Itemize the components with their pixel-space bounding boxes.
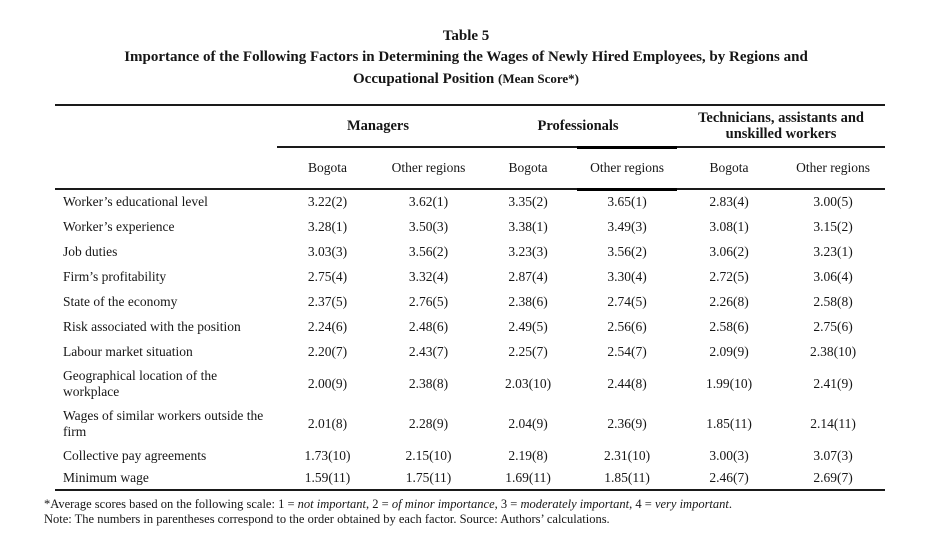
score-cell: 3.30(4) [607, 268, 647, 284]
score-cell: 3.28(1) [307, 218, 348, 234]
score-cell: 2.44(8) [607, 376, 647, 391]
score-cell: 2.24(6) [307, 318, 348, 334]
footnote-scale [44, 497, 916, 512]
score-cell: 3.56(2) [607, 243, 647, 259]
score-cell: 2.58(6) [709, 318, 749, 334]
sub-header-professionals-other: Other regions [577, 147, 677, 189]
score-cell: 2.41(9) [813, 376, 853, 391]
score-cell: 3.38(1) [508, 218, 548, 234]
table-title-block [0, 26, 932, 90]
footnote-scale-seg: *Average scores based on the following scale: 1 = [44, 497, 298, 511]
score-cell: 2.49(5) [508, 318, 548, 334]
sub-header-row [55, 147, 885, 189]
table-row [55, 189, 885, 214]
score-cell: 2.72(5) [709, 268, 749, 284]
footnote-scale-seg: not important [297, 497, 367, 511]
score-cell: 3.32(4) [408, 268, 449, 284]
score-cell: 3.49(3) [607, 218, 647, 234]
score-cell: 3.65(1) [607, 194, 647, 210]
score-cell: 2.43(7) [408, 343, 449, 359]
score-cell: 2.69(7) [781, 467, 885, 490]
score-cell: 2.56(6) [607, 318, 647, 334]
score-cell: 2.03(10) [504, 376, 552, 391]
score-cell: 3.56(2) [408, 243, 449, 259]
score-cell: 2.01(8) [307, 416, 348, 431]
group-header-managers: Managers [277, 105, 479, 147]
score-cell: 3.50(3) [408, 218, 449, 234]
footnote-scale-seg: , 2 = [366, 497, 392, 511]
table-row [55, 314, 885, 339]
score-cell: 2.38(10) [809, 343, 857, 359]
footnotes [44, 497, 916, 527]
table-row [55, 239, 885, 264]
table-row [55, 364, 885, 404]
footnote-scale-seg: , 3 = [494, 497, 521, 511]
score-cell: 2.28(9) [408, 416, 449, 431]
score-cell: 3.03(3) [307, 243, 348, 259]
score-cell: 2.38(8) [408, 376, 449, 391]
score-cell: 3.22(2) [307, 194, 348, 209]
score-cell: 2.20(7) [307, 343, 348, 359]
group-header-technicians: Technicians, assistants and unskilled workers [677, 105, 885, 147]
sub-header-technicians-other: Other regions [781, 147, 885, 189]
corner-cell [55, 105, 277, 147]
factor-label: Firm’s profitability [63, 268, 167, 284]
factor-label: Collective pay agreements [63, 447, 207, 463]
score-cell: 3.23(1) [813, 243, 853, 259]
score-cell: 2.46(7) [677, 467, 781, 490]
factor-label: Labour market situation [63, 343, 193, 359]
footnote-scale-seg: very important [654, 497, 729, 511]
factor-label: Job duties [63, 243, 118, 259]
score-cell: 3.06(4) [813, 268, 853, 284]
factor-label: Worker’s educational level [63, 194, 208, 210]
score-cell: 1.73(10) [304, 447, 351, 463]
mean-score-note: (Mean Score*) [498, 71, 579, 86]
score-cell: 1.85(11) [706, 416, 752, 431]
score-cell: 2.37(5) [307, 293, 348, 309]
table-row [55, 467, 885, 490]
table-row [55, 289, 885, 314]
score-cell: 2.15(10) [405, 447, 452, 463]
factor-label: Risk associated with the position [63, 318, 241, 334]
factor-label: Wages of similar workers outside the firm [63, 408, 264, 439]
factor-label: Geographical location of the workplace [63, 368, 218, 399]
score-cell: 2.75(6) [813, 318, 853, 334]
table-row [55, 404, 885, 444]
score-cell: 3.00(3) [709, 447, 749, 463]
score-cell: 3.07(3) [813, 447, 853, 463]
footnote-scale-seg: moderately important [520, 497, 630, 511]
score-cell: 1.99(10) [705, 376, 753, 391]
score-cell: 1.85(11) [577, 467, 677, 490]
score-cell: 3.06(2) [709, 243, 749, 259]
score-cell: 2.25(7) [508, 343, 548, 359]
table-row [55, 339, 885, 364]
factor-label: State of the economy [63, 293, 178, 309]
table-number: Table 5 [442, 28, 490, 44]
column-group-header-row [55, 105, 885, 147]
score-cell: 2.54(7) [607, 343, 647, 359]
score-cell: 2.09(9) [709, 343, 749, 359]
score-cell: 2.36(9) [607, 416, 647, 431]
sub-header-professionals-bogota: Bogota [479, 147, 577, 189]
sub-header-technicians-bogota: Bogota [677, 147, 781, 189]
score-cell: 3.62(1) [408, 194, 449, 209]
score-cell: 3.35(2) [508, 194, 548, 209]
table-row [55, 264, 885, 289]
footnote-scale-seg: . [728, 497, 733, 511]
sub-header-empty [55, 147, 277, 189]
score-cell: 2.31(10) [603, 447, 651, 463]
score-cell: 2.19(8) [508, 447, 548, 463]
score-cell: 2.14(11) [810, 416, 856, 431]
factor-label: Worker’s experience [63, 218, 175, 234]
score-cell: 2.48(6) [408, 318, 449, 334]
score-cell: 2.38(6) [508, 293, 548, 309]
score-cell: 2.04(9) [508, 416, 548, 431]
score-cell: 1.69(11) [479, 467, 577, 490]
score-cell: 3.23(3) [508, 243, 548, 259]
footnote-scale-seg: , 4 = [629, 497, 655, 511]
score-cell: 2.75(4) [307, 268, 348, 284]
score-cell: 2.00(9) [307, 376, 348, 391]
score-cell: 2.87(4) [508, 268, 548, 284]
score-cell: 1.75(11) [378, 467, 479, 490]
wage-factors-table [55, 104, 885, 491]
footnote-note: Note: The numbers in parentheses correspond to the order obtained by each factor. Source: Authors’ calculations. [44, 512, 610, 526]
score-cell: 1.59(11) [277, 467, 378, 490]
sub-header-managers-other: Other regions [378, 147, 479, 189]
score-cell: 3.00(5) [813, 194, 853, 209]
table-title-line1: Importance of the Following Factors in Determining the Wages of Newly Hired Employees, by Regions and [124, 49, 808, 65]
score-cell: 2.26(8) [709, 293, 749, 309]
score-cell: 2.83(4) [709, 194, 749, 209]
score-cell: 3.08(1) [709, 218, 749, 234]
table-title-line2-text: Occupational Position [353, 71, 495, 87]
table-title-line2 [0, 68, 932, 90]
footnote-scale-seg: of minor importance [391, 497, 495, 511]
table-row [55, 214, 885, 239]
table-row [55, 444, 885, 467]
score-cell: 2.76(5) [408, 293, 449, 309]
score-cell: 2.58(8) [813, 293, 853, 309]
score-cell: 2.74(5) [607, 293, 647, 309]
group-header-professionals: Professionals [479, 105, 677, 147]
sub-header-managers-bogota: Bogota [277, 147, 378, 189]
factor-label: Minimum wage [55, 467, 277, 490]
score-cell: 3.15(2) [813, 218, 853, 234]
